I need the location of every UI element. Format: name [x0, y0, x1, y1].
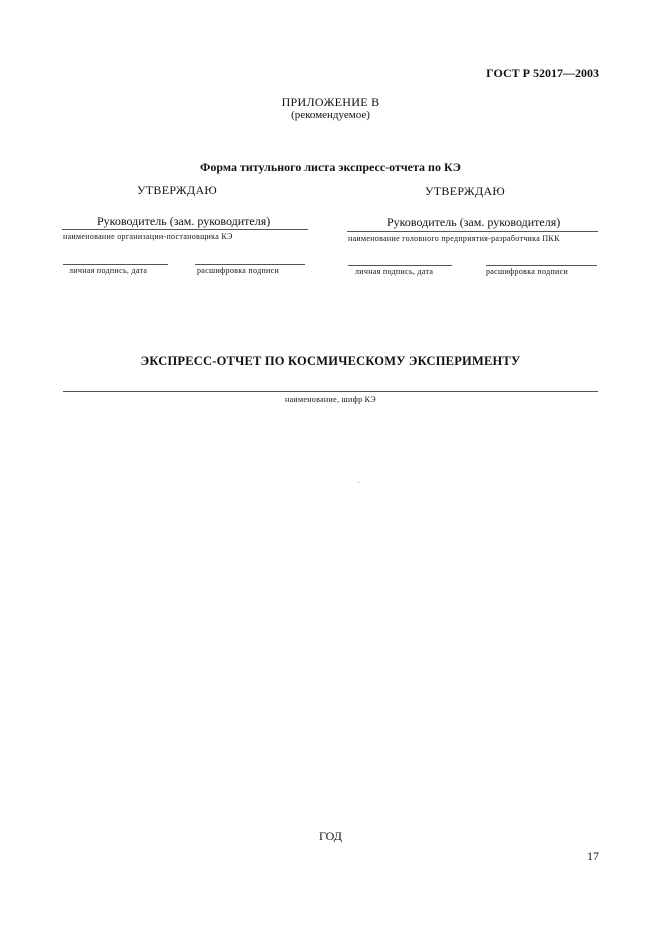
left-head-label: Руководитель (зам. руководителя) — [97, 214, 271, 228]
right-approve-label: УТВЕРЖДАЮ — [425, 184, 506, 198]
right-signature-caption: личная подпись, дата — [355, 267, 434, 276]
right-decipher-line — [486, 265, 597, 266]
standard-code: ГОСТ Р 52017—2003 — [486, 66, 599, 80]
report-title: ЭКСПРЕСС-ОТЧЕТ ПО КОСМИЧЕСКОМУ ЭКСПЕРИМЕНТУ — [140, 354, 521, 368]
experiment-name-line — [63, 391, 598, 392]
left-signature-line — [63, 264, 168, 265]
left-decipher-line — [195, 264, 305, 265]
left-approve-label: УТВЕРЖДАЮ — [137, 183, 218, 197]
scan-speck — [358, 482, 359, 483]
right-signature-line — [348, 265, 452, 266]
page-number: 17 — [587, 849, 599, 863]
form-title: Форма титульного листа экспресс-отчета по КЭ — [200, 160, 461, 174]
left-decipher-caption: расшифровка подписи — [197, 266, 280, 275]
appendix-subtitle: (рекомендуемое) — [291, 109, 370, 121]
left-org-line — [62, 229, 308, 230]
year-label: ГОД — [319, 829, 342, 843]
right-org-line — [347, 231, 598, 232]
left-signature-caption: личная подпись, дата — [69, 266, 148, 275]
right-head-label: Руководитель (зам. руководителя) — [387, 215, 561, 229]
experiment-name-caption: наименование, шифр КЭ — [285, 395, 376, 404]
right-decipher-caption: расшифровка подписи — [486, 267, 569, 276]
left-org-caption: наименование организации-постановщика КЭ — [63, 232, 233, 241]
appendix-title: ПРИЛОЖЕНИЕ В — [281, 95, 380, 109]
right-org-caption: наименование головного предприятия-разработчика ПКК — [348, 234, 560, 243]
